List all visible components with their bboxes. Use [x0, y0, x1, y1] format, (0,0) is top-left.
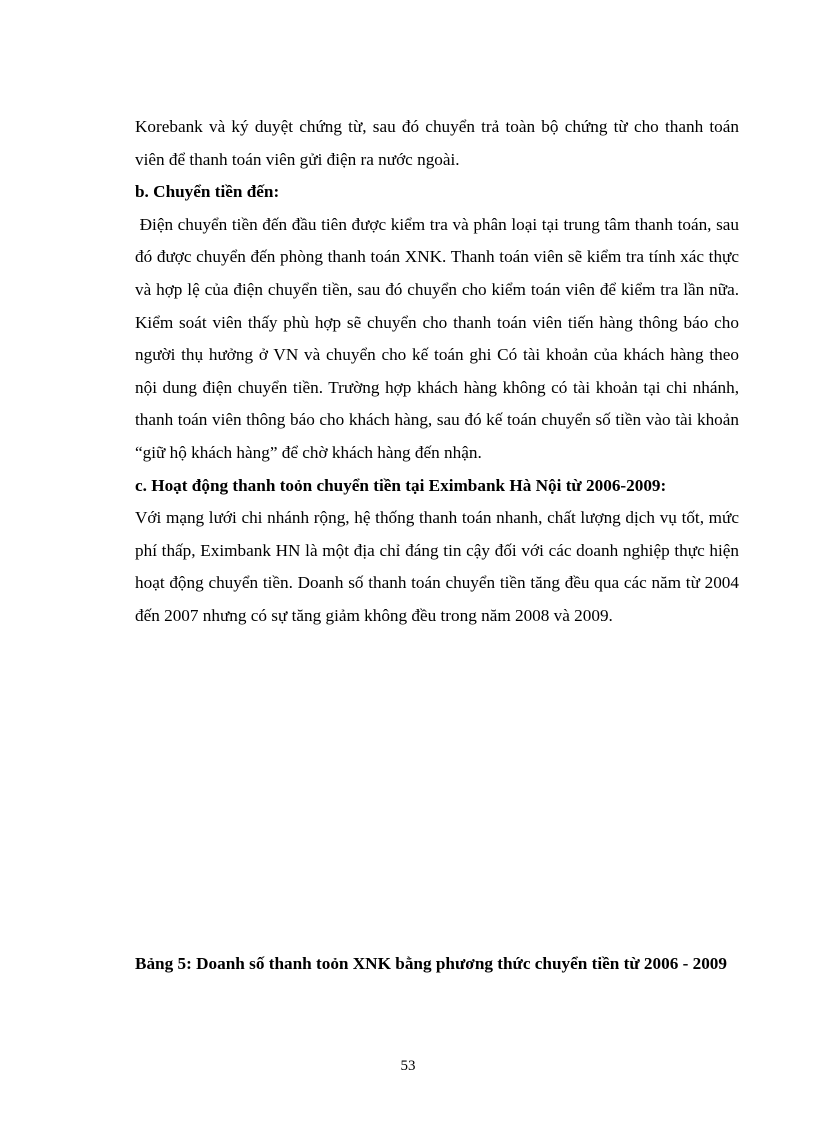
continuation-paragraph: Korebank và ký duyệt chứng từ, sau đó chuyển trả toàn bộ chứng từ cho thanh toán viên để thanh toán viên gửi điện ra nước ngoài.: [135, 117, 739, 169]
page-body: [135, 111, 744, 633]
page-number: 53: [400, 1058, 416, 1074]
table-caption: Bảng 5: Doanh số thanh toỏn XNK bằng phương thức chuyển tiền từ 2006 - 2009: [135, 954, 727, 973]
section-c-paragraph: Với mạng lưới chi nhánh rộng, hệ thống thanh toán nhanh, chất lượng dịch vụ tốt, mức phí thấp, Eximbank HN là một địa chỉ đáng tin cậy đối với các doanh nghiệp thực hiện hoạt động chuyển tiền. Doanh số thanh toán chuyển tiền tăng đều qua các năm từ 2004 đến 2007 nhưng có sự tăng giảm không đều trong năm 2008 và 2009.: [135, 508, 739, 625]
section-heading-c: c. Hoạt động thanh toỏn chuyển tiền tại Eximbank Hà Nội từ 2006-2009:: [135, 475, 667, 495]
section-b-paragraph: Điện chuyển tiền đến đầu tiên được kiểm tra và phân loại tại trung tâm thanh toán, sau đó được chuyển đến phòng thanh toán XNK. Thanh toán viên sẽ kiểm tra tính xác thực và hợp lệ của điện chuyển tiền, sau đó chuyển cho kiểm toán viên để kiểm tra lần nữa. Kiểm soát viên thấy phù hợp sẽ chuyển cho thanh toán viên tiến hàng thông báo cho người thụ hưởng ở VN và chuyển cho kế toán ghi Có tài khoản của khách hàng theo nội dung điện chuyển tiền. Trường hợp khách hàng không có tài khoản tại chi nhánh, thanh toán viên thông báo cho khách hàng, sau đó kế toán chuyển số tiền vào tài khoản “giữ hộ khách hàng” để chờ khách hàng đến nhận.: [135, 214, 744, 462]
section-heading-b: b. Chuyển tiền đến:: [135, 182, 280, 202]
